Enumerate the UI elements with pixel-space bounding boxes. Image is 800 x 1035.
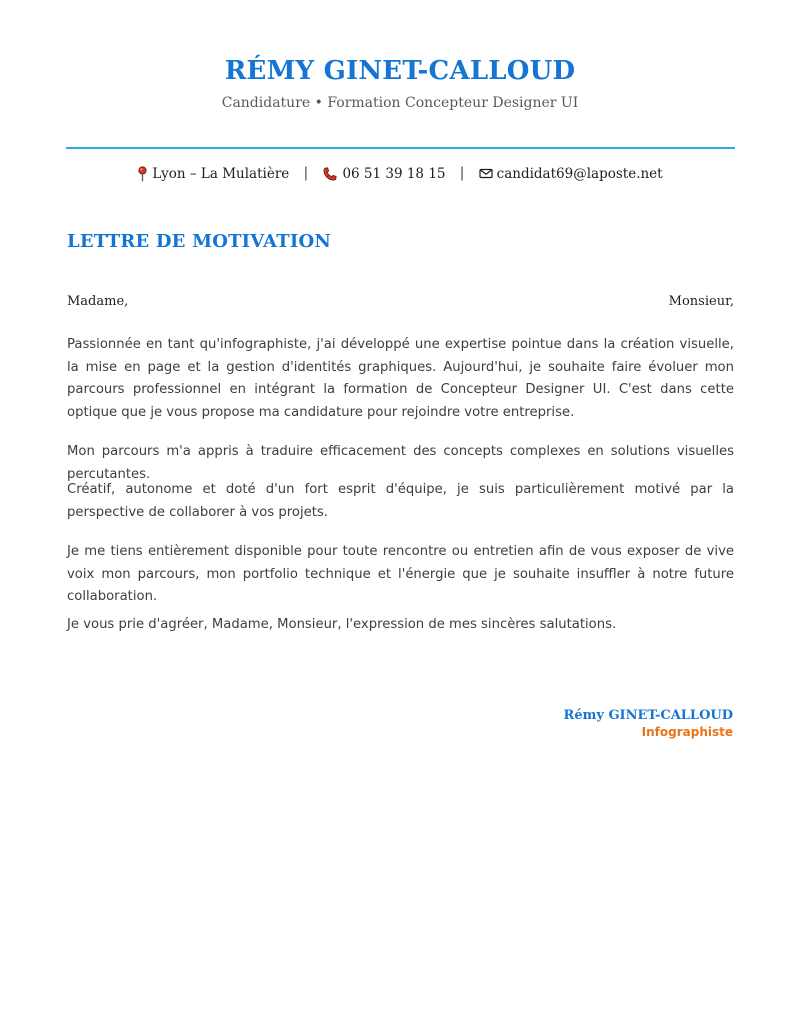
phone-text: 06 51 39 18 15 — [342, 165, 446, 182]
phone-icon — [322, 167, 338, 181]
letter-paragraph-qualities: Créatif, autonome et doté d'un fort esprit d'équipe, je suis particulièrement motivé par la perspective de collaborer à vos projets. — [67, 482, 734, 520]
letter-paragraph-availability: Je me tiens entièrement disponible pour toute rencontre ou entretien afin de vous exposer de vive voix mon parcours, mon portfolio technique et l'énergie que je souhaite insuffler à notre future collaboration. — [67, 544, 734, 605]
contact-separator: | — [459, 165, 465, 181]
letter-paragraph-intro: Passionnée en tant qu'infographiste, j'ai développé une expertise pointue dans la création visuelle, la mise en page et la gestion d'identités graphiques. Aujourd'hui, je souhaite faire évoluer mon parcours professionnel en intégrant la formation de Concepteur Designer UI. C'est dans cette optique que je vous propose ma candidature pour rejoindre votre entreprise. — [67, 337, 734, 421]
letter-paragraph-background: Mon parcours m'a appris à traduire efficacement des concepts complexes en solutions visuelles percutantes. — [67, 444, 734, 482]
letter-title: LETTRE DE MOTIVATION — [67, 231, 331, 252]
salutation-left: Madame, — [67, 294, 129, 309]
signature-role: Infographiste — [641, 725, 733, 739]
salutation-right: Monsieur, — [668, 294, 734, 309]
signature-name: Rémy GINET-CALLOUD — [563, 708, 733, 723]
pin-icon — [137, 166, 148, 182]
letter-closing: Je vous prie d'agréer, Madame, Monsieur, l'expression de mes sincères salutations. — [67, 617, 617, 632]
email-link[interactable]: candidat69@laposte.net — [496, 165, 663, 182]
contact-bar — [66, 165, 734, 182]
candidate-name: RÉMY GINET-CALLOUD — [224, 56, 576, 86]
mail-icon — [479, 168, 493, 179]
location-text: Lyon – La Mulatière — [152, 165, 290, 182]
contact-location — [137, 166, 289, 182]
candidate-subtitle: Candidature • Formation Concepteur Designer UI — [221, 95, 579, 111]
contact-email[interactable] — [479, 166, 663, 182]
signature-block — [564, 708, 733, 739]
header-divider — [66, 147, 735, 149]
contact-separator: | — [303, 165, 309, 181]
contact-phone — [322, 166, 445, 182]
